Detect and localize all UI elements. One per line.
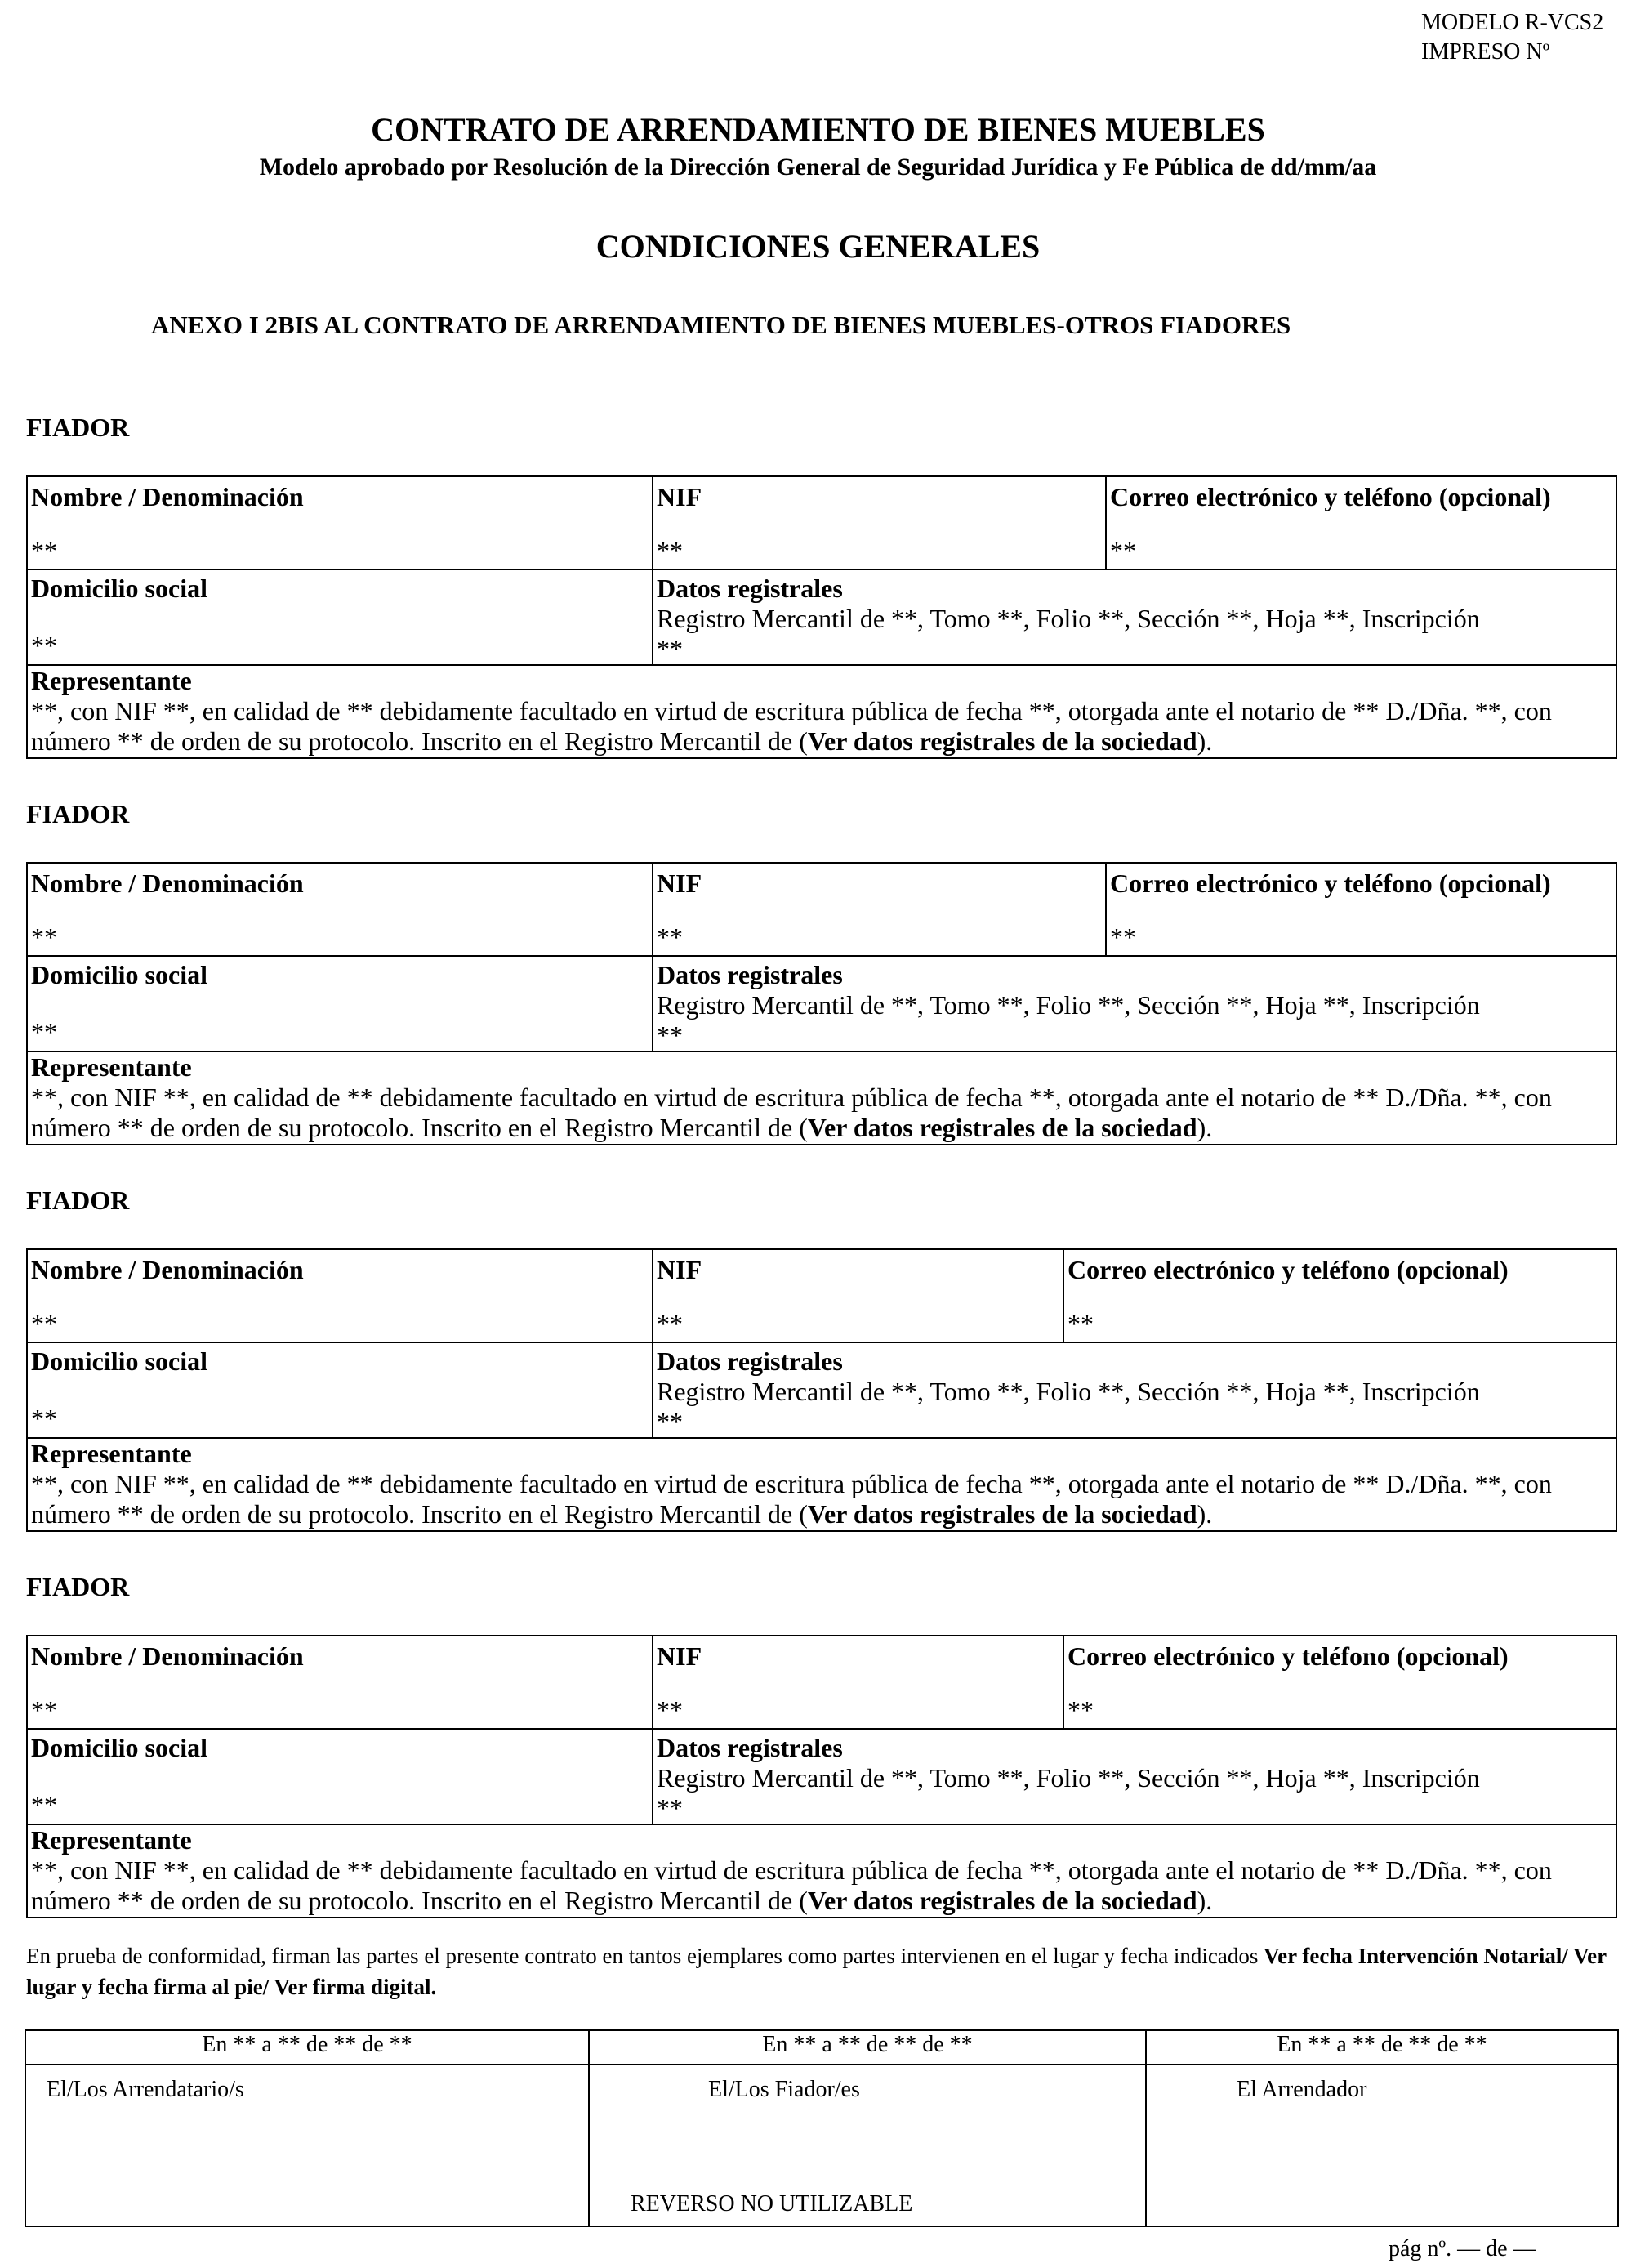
document-subtitle: Modelo aprobado por Resolución de la Dirección General de Seguridad Jurídica y Fe Pública de dd/mm/aa — [259, 154, 1377, 181]
signer-label-fiador: El/Los Fiador/es — [708, 2077, 860, 2102]
fiador-table — [26, 862, 1617, 1145]
datos-line2: ** — [657, 1020, 683, 1050]
fiador-table — [26, 1635, 1617, 1918]
signer-label-arrendador: El Arrendador — [1237, 2077, 1367, 2102]
name-label: Nombre / Denominación — [31, 482, 304, 511]
contact-label: Correo electrónico y teléfono (opcional) — [1110, 482, 1551, 511]
contact-label: Correo electrónico y teléfono (opcional) — [1068, 1641, 1509, 1671]
domicilio-cell — [27, 569, 653, 665]
representante-label: Representante — [31, 666, 192, 695]
nif-cell — [653, 1636, 1063, 1729]
fiador-table — [26, 1248, 1617, 1532]
fiador-label: FIADOR — [26, 1572, 130, 1601]
name-label: Nombre / Denominación — [31, 1641, 304, 1671]
conditions-heading: CONDICIONES GENERALES — [595, 228, 1041, 265]
name-cell — [27, 1636, 653, 1729]
name-value: ** — [31, 1309, 57, 1338]
name-cell — [27, 476, 653, 569]
domicilio-label: Domicilio social — [31, 574, 207, 603]
contact-cell — [1063, 1636, 1616, 1729]
datos-cell — [653, 956, 1616, 1051]
rep-bold-ref: Ver datos registrales de la sociedad — [807, 1886, 1197, 1915]
contact-label: Correo electrónico y teléfono (opcional) — [1110, 868, 1551, 898]
nif-value: ** — [657, 1695, 683, 1725]
representante-text: **, con NIF **, en calidad de ** debidamente facultado en virtud de escritura pública de fecha **, otorgada ante el notario de ** D./Dña. **, con número ** de orden de su protocolo. Inscrito en el Registro Mercantil de (Ver datos registrales de la sociedad). — [31, 1855, 1552, 1915]
representante-label: Representante — [31, 1052, 192, 1082]
print-number: IMPRESO Nº — [1421, 39, 1550, 65]
datos-cell — [653, 1729, 1616, 1824]
nif-label: NIF — [657, 1255, 702, 1284]
nif-label: NIF — [657, 868, 702, 898]
place-date-arrendatario: En ** a ** de ** de ** — [25, 2030, 589, 2065]
domicilio-cell — [27, 1729, 653, 1824]
contact-value: ** — [1068, 1309, 1094, 1338]
nif-label: NIF — [657, 1641, 702, 1671]
representante-cell — [27, 1051, 1616, 1145]
name-value: ** — [31, 922, 57, 952]
name-value: ** — [31, 1695, 57, 1725]
model-code-block — [1421, 8, 1603, 67]
name-label: Nombre / Denominación — [31, 1255, 304, 1284]
rep-bold-ref: Ver datos registrales de la sociedad — [807, 726, 1197, 756]
domicilio-label: Domicilio social — [31, 960, 207, 989]
name-cell — [27, 863, 653, 956]
fiador-label: FIADOR — [26, 1185, 130, 1215]
reverse-unusable-note: REVERSO NO UTILIZABLE — [631, 2191, 913, 2217]
representante-cell — [27, 665, 1616, 758]
domicilio-value: ** — [31, 1017, 57, 1047]
fiador-label: FIADOR — [26, 799, 130, 828]
contact-cell — [1106, 863, 1616, 956]
contact-value: ** — [1068, 1695, 1094, 1725]
model-code: MODELO R-VCS2 — [1421, 10, 1604, 35]
signature-box-fiador — [589, 2065, 1146, 2226]
contact-value: ** — [1110, 536, 1136, 565]
representante-cell — [27, 1438, 1616, 1531]
page-number: pág nº. — de — — [1389, 2236, 1536, 2261]
name-cell — [27, 1249, 653, 1342]
rep-bold-ref: Ver datos registrales de la sociedad — [807, 1499, 1197, 1529]
datos-line1: Registro Mercantil de **, Tomo **, Folio **, Sección **, Hoja **, Inscripción — [657, 1763, 1480, 1793]
domicilio-value: ** — [31, 631, 57, 660]
nif-cell — [653, 1249, 1063, 1342]
domicilio-label: Domicilio social — [31, 1346, 207, 1376]
conformity-bold-ref: Ver fecha Intervención Notarial/ Ver lugar y fecha firma al pie/ Ver firma digital. — [26, 1944, 1607, 1999]
representante-label: Representante — [31, 1825, 192, 1855]
datos-line1: Registro Mercantil de **, Tomo **, Folio **, Sección **, Hoja **, Inscripción — [657, 604, 1480, 633]
signature-table — [25, 2029, 1619, 2227]
datos-label: Datos registrales — [657, 574, 843, 603]
datos-cell — [653, 569, 1616, 665]
domicilio-label: Domicilio social — [31, 1733, 207, 1762]
place-date-arrendador: En ** a ** de ** de ** — [1146, 2030, 1618, 2065]
datos-line2: ** — [657, 1793, 683, 1823]
signer-label-arrendatario: El/Los Arrendatario/s — [47, 2077, 244, 2102]
signature-box-arrendador — [1146, 2065, 1618, 2226]
contact-label: Correo electrónico y teléfono (opcional) — [1068, 1255, 1509, 1284]
datos-line2: ** — [657, 1407, 683, 1436]
datos-cell — [653, 1342, 1616, 1438]
datos-line1: Registro Mercantil de **, Tomo **, Folio **, Sección **, Hoja **, Inscripción — [657, 1377, 1480, 1406]
place-date-fiador: En ** a ** de ** de ** — [589, 2030, 1146, 2065]
signature-box-arrendatario — [25, 2065, 589, 2226]
document-title: CONTRATO DE ARRENDAMIENTO DE BIENES MUEBLES — [371, 111, 1265, 148]
name-value: ** — [31, 536, 57, 565]
fiador-label: FIADOR — [26, 413, 130, 442]
domicilio-value: ** — [31, 1790, 57, 1819]
domicilio-value: ** — [31, 1404, 57, 1433]
nif-label: NIF — [657, 482, 702, 511]
contact-cell — [1063, 1249, 1616, 1342]
nif-cell — [653, 476, 1106, 569]
nif-value: ** — [657, 1309, 683, 1338]
representante-text: **, con NIF **, en calidad de ** debidamente facultado en virtud de escritura pública de fecha **, otorgada ante el notario de ** D./Dña. **, con número ** de orden de su protocolo. Inscrito en el Registro Mercantil de (Ver datos registrales de la sociedad). — [31, 1469, 1552, 1529]
rep-bold-ref: Ver datos registrales de la sociedad — [807, 1113, 1197, 1142]
domicilio-cell — [27, 956, 653, 1051]
contact-value: ** — [1110, 922, 1136, 952]
nif-value: ** — [657, 536, 683, 565]
representante-text: **, con NIF **, en calidad de ** debidamente facultado en virtud de escritura pública de fecha **, otorgada ante el notario de ** D./Dña. **, con número ** de orden de su protocolo. Inscrito en el Registro Mercantil de (Ver datos registrales de la sociedad). — [31, 1083, 1552, 1142]
representante-label: Representante — [31, 1439, 192, 1468]
datos-label: Datos registrales — [657, 1733, 843, 1762]
contact-cell — [1106, 476, 1616, 569]
datos-label: Datos registrales — [657, 1346, 843, 1376]
representante-text: **, con NIF **, en calidad de ** debidamente facultado en virtud de escritura pública de fecha **, otorgada ante el notario de ** D./Dña. **, con número ** de orden de su protocolo. Inscrito en el Registro Mercantil de (Ver datos registrales de la sociedad). — [31, 696, 1552, 756]
datos-label: Datos registrales — [657, 960, 843, 989]
fiador-table — [26, 475, 1617, 759]
nif-value: ** — [657, 922, 683, 952]
domicilio-cell — [27, 1342, 653, 1438]
nif-cell — [653, 863, 1106, 956]
conformity-statement: En prueba de conformidad, firman las partes el presente contrato en tantos ejemplares como partes intervienen en el lugar y fecha indicados Ver fecha Intervención Notarial/ Ver lugar y fecha firma al pie/ Ver firma digital. — [26, 1944, 1607, 1999]
representante-cell — [27, 1824, 1616, 1918]
annex-heading: ANEXO I 2BIS AL CONTRATO DE ARRENDAMIENTO DE BIENES MUEBLES-OTROS FIADORES — [151, 310, 1291, 339]
name-label: Nombre / Denominación — [31, 868, 304, 898]
datos-line1: Registro Mercantil de **, Tomo **, Folio **, Sección **, Hoja **, Inscripción — [657, 990, 1480, 1020]
datos-line2: ** — [657, 634, 683, 663]
